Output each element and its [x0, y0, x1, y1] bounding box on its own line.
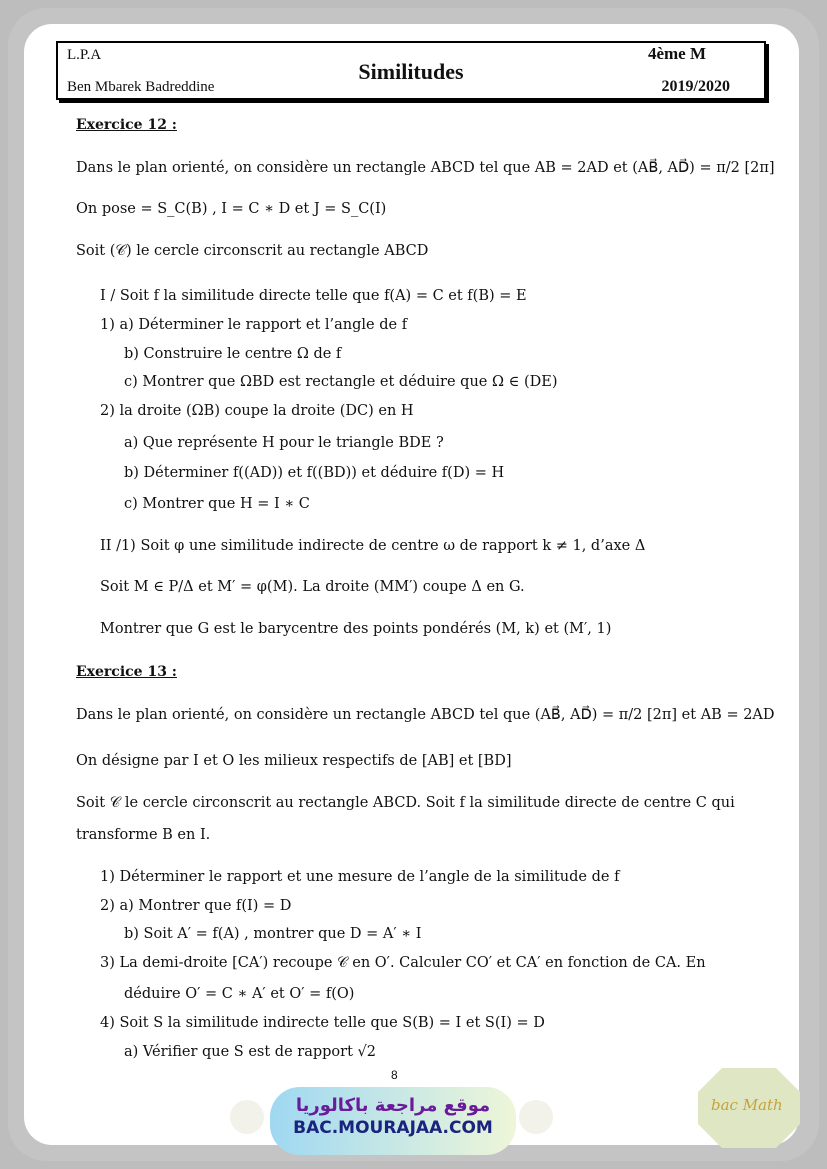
banner-url[interactable]: BAC.MOURAJAA.COM	[293, 1118, 493, 1138]
ex12-line: I / Soit f la similitude directe telle que f(A) = C et f(B) = E	[100, 288, 527, 304]
site-banner[interactable]	[270, 1087, 516, 1155]
class-level: 4ème M	[647, 44, 706, 63]
site-logo-left	[230, 1100, 264, 1134]
ex12-line: Soit (𝒞) le cercle circonscrit au rectangle ABCD	[76, 243, 429, 259]
ex12-line: On pose = S_C(B) , I = C ∗ D et J = S_C(I)	[76, 201, 387, 217]
ex12-line: II /1) Soit φ une similitude indirecte de centre ω de rapport k ≠ 1, d’axe Δ	[100, 538, 646, 554]
ex13-line: transforme B en I.	[76, 827, 211, 843]
ex12-line: 2) la droite (ΩB) coupe la droite (DC) en H	[100, 403, 414, 419]
document-title: Similitudes	[358, 59, 464, 84]
ex12-line: Soit M ∈ P/Δ et M′ = φ(M). La droite (MM′) coupe Δ en G.	[100, 579, 525, 595]
ex13-line: b) Soit A′ = f(A) , montrer que D = A′ ∗ I	[124, 926, 422, 942]
ex13-line: 2) a) Montrer que f(I) = D	[100, 898, 292, 914]
badge-text: bac Math	[711, 1096, 783, 1114]
exercise-12-title: Exercice 12 :	[76, 117, 177, 133]
ex12-line: b) Construire le centre Ω de f	[124, 346, 342, 362]
ex13-line: déduire O′ = C ∗ A′ et O′ = f(O)	[124, 986, 355, 1002]
banner-arabic-text: موقع مراجعة باكالوريا	[295, 1095, 491, 1116]
ex13-line: On désigne par I et O les milieux respectifs de [AB] et [BD]	[76, 753, 512, 769]
ex12-line: b) Déterminer f((AD)) et f((BD)) et déduire f(D) = H	[124, 465, 505, 481]
ex12-line: 1) a) Déterminer le rapport et l’angle de f	[100, 317, 408, 333]
page-number: 8	[391, 1068, 398, 1082]
site-logo-right	[519, 1100, 553, 1134]
ex13-line: 1) Déterminer le rapport et une mesure de l’angle de la similitude de f	[100, 869, 620, 885]
ex13-line: Dans le plan orienté, on considère un rectangle ABCD tel que (AB⃗, AD⃗) = π/2 [2π] et AB = 2AD	[76, 707, 775, 723]
ex13-line: 3) La demi-droite [CA′) recoupe 𝒞 en O′. Calculer CO′ et CA′ en fonction de CA. En	[100, 955, 706, 971]
teacher-name: Ben Mbarek Badreddine	[67, 79, 215, 95]
ex12-line: c) Montrer que H = I ∗ C	[124, 496, 310, 512]
header-box	[56, 41, 766, 100]
ex12-line: c) Montrer que ΩBD est rectangle et déduire que Ω ∈ (DE)	[124, 374, 558, 390]
exercise-13-title: Exercice 13 :	[76, 664, 177, 680]
ex12-line: a) Que représente H pour le triangle BDE ?	[124, 435, 444, 451]
ex13-line: Soit 𝒞 le cercle circonscrit au rectangle ABCD. Soit f la similitude directe de centre C qui	[76, 795, 735, 811]
school-name: L.P.A	[67, 47, 102, 63]
school-year: 2019/2020	[661, 78, 730, 95]
ex13-line: a) Vérifier que S est de rapport √2	[124, 1044, 376, 1060]
ex12-line: Montrer que G est le barycentre des points pondérés (M, k) et (M′, 1)	[100, 621, 612, 637]
ex13-line: 4) Soit S la similitude indirecte telle que S(B) = I et S(I) = D	[100, 1015, 545, 1031]
ex12-line: Dans le plan orienté, on considère un rectangle ABCD tel que AB = 2AD et (AB⃗, AD⃗) = π/2 [2π]	[76, 160, 775, 176]
